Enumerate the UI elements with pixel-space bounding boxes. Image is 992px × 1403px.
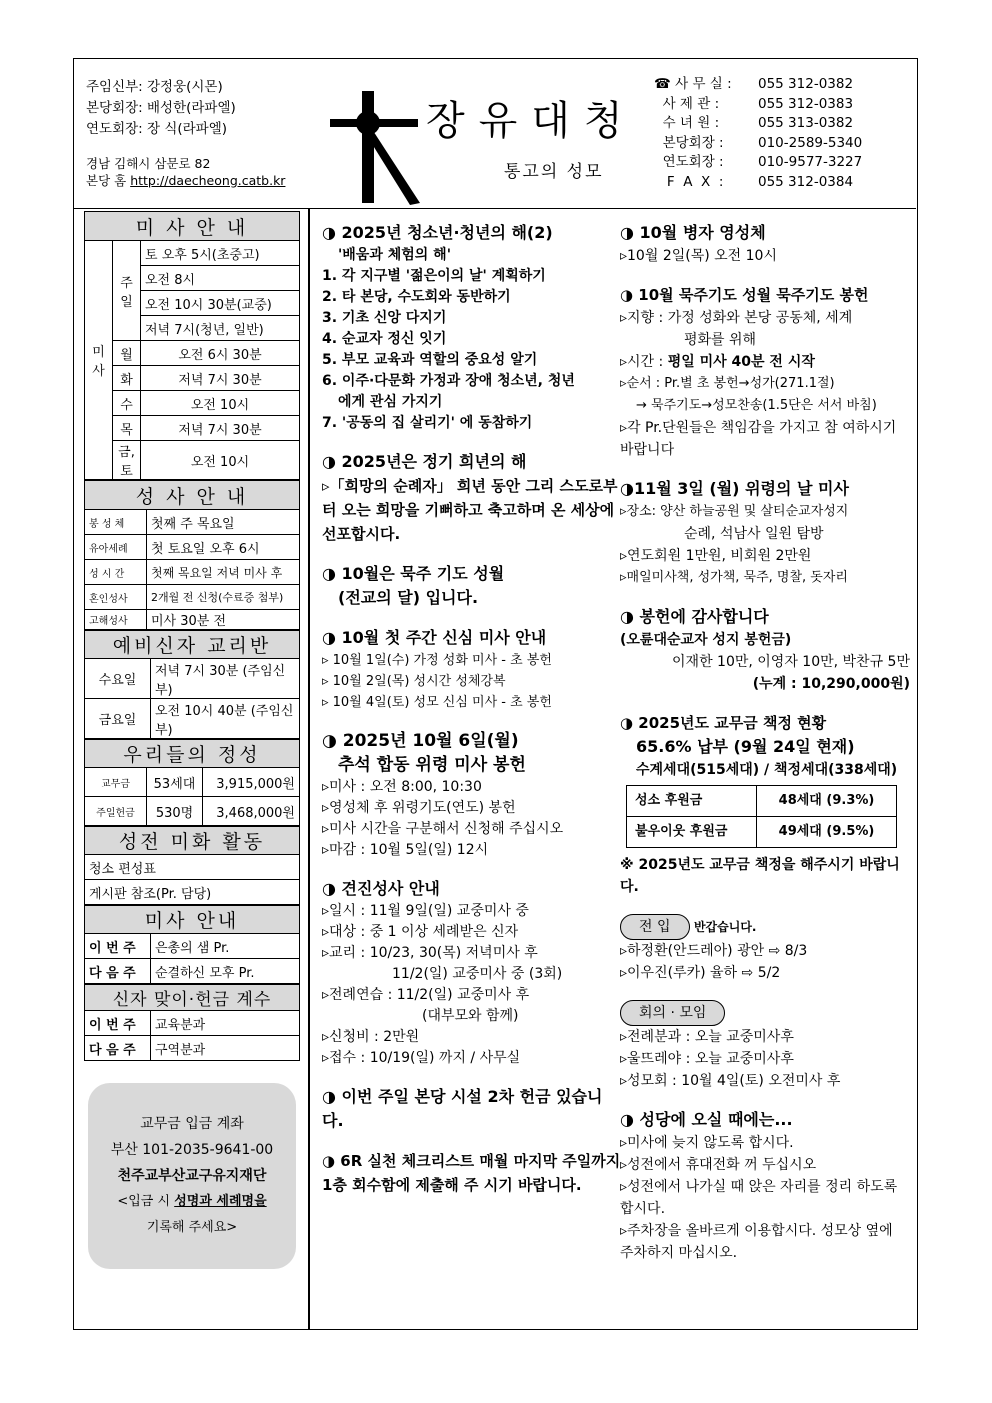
- sidebar: [84, 211, 300, 1061]
- list-item: 5. 부모 교육과 역할의 중요성 알기: [322, 352, 538, 368]
- section-title: ◑ 6R 실천 체크리스트 매월 마지막 주일까지 1층 회수함에 제출해 주 시기 바랍니다.: [322, 1152, 621, 1194]
- list-item: ▹접수 : 10/19(일) 까지 / 사무실: [322, 1050, 521, 1066]
- catechumen-table: [84, 630, 300, 739]
- list-item: ▹전례연습 : 11/2(일) 교중미사 후: [322, 987, 530, 1003]
- sacrament-label: 혼인성사: [85, 585, 147, 610]
- week-label: 이 번 주: [85, 934, 151, 959]
- decor-item: 게시판 참조(Pr. 담당): [85, 880, 300, 905]
- section-title: ◑ 10월은 묵주 기도 성월: [322, 564, 505, 583]
- rosary-time: 평일 미사 40분 전 시작: [667, 354, 815, 370]
- church-etiquette-section: [620, 1108, 910, 1264]
- homepage-label: 본당 홈: [86, 173, 131, 188]
- list-item: ▹교리 : 10/23, 30(목) 저녁미사 후: [322, 945, 538, 961]
- newcomer-table: [84, 984, 300, 1061]
- list-item: ▹미사 : 오전 8:00, 10:30: [322, 779, 482, 795]
- parish-address: [86, 155, 285, 189]
- pledge-label: 성소 후원금: [627, 786, 757, 817]
- section-text: ▹10월 2일(목) 오전 10시: [620, 248, 777, 264]
- section-title: ◑ 견진성사 안내: [322, 879, 440, 898]
- section-title: ◑ 10월 첫 주간 신심 미사 안내: [322, 628, 547, 647]
- class-time: 저녁 7시 30분 (주임신부): [151, 659, 300, 699]
- sacrament-label: 봉 성 체: [85, 510, 147, 535]
- mass-label: 미사: [85, 241, 113, 480]
- account-note-emph: 성명과 세례명을: [174, 1194, 267, 1209]
- week-value: 은총의 샘 Pr.: [151, 934, 300, 959]
- list-item-continued: 순례, 석남사 일원 탐방: [684, 526, 824, 542]
- sacrament-label: 고해성사: [85, 610, 147, 630]
- account-title: 교무금 입금 계좌: [140, 1116, 244, 1132]
- list-item: 4. 순교자 정신 잇기: [322, 331, 447, 347]
- list-item-continued: 11/2(일) 교중미사 중 (3회): [392, 966, 563, 982]
- list-item-continued: (대부모와 함께): [422, 1008, 519, 1024]
- sacrament-value: 2개월 전 신청(수료증 첨부): [147, 585, 300, 610]
- weekday-label: 금, 토: [113, 441, 141, 480]
- list-item: ▹마감 : 10월 5일(일) 12시: [322, 842, 489, 858]
- decor-title: 성전 미화 활동: [85, 827, 300, 855]
- section-title: ◑ 2025년도 교무금 책정 현황: [620, 714, 827, 732]
- sacrament-table: [84, 480, 300, 630]
- contact-row: F A X : 055 312-0384: [654, 173, 854, 190]
- list-item: ▹ 10월 2일(목) 성시간 성체강복: [322, 674, 506, 689]
- meeting-section: [620, 1000, 910, 1092]
- list-item: ▹지향 : 가정 성화와 본당 공동체, 세계: [620, 310, 853, 326]
- sunday-mass: 오전 10시 30분(교중): [141, 291, 300, 316]
- list-item-continued: 평화를 위해: [684, 332, 757, 348]
- donor-names: 이재한 10만, 이영자 10만, 박찬규 5만: [672, 654, 910, 670]
- cross-logo-icon: [324, 87, 424, 207]
- offering-amount: 3,468,000원: [203, 797, 300, 826]
- sacrament-value: 미사 30분 전: [147, 610, 300, 630]
- sacrament-title: 성 사 안 내: [85, 481, 300, 510]
- list-item: ▹장소: 양산 하늘공원 및 살티순교자성지: [620, 504, 849, 519]
- list-item: ▹미사에 늦지 않도록 합시다.: [620, 1135, 794, 1151]
- list-item: ▹ 10월 1일(수) 가정 성화 미사 - 초 봉헌: [322, 653, 552, 668]
- weekday-time: 오전 10시: [141, 441, 300, 480]
- section-subtitle: (오륜대순교자 성지 봉헌금): [620, 632, 792, 648]
- list-item: 2. 타 본당, 수도회와 동반하기: [322, 289, 511, 305]
- list-item: ▹일시 : 11월 9일(일) 교중미사 중: [322, 903, 529, 919]
- sacrament-value: 첫째 목요일 저녁 미사 후: [147, 560, 300, 585]
- weekday-label: 화: [113, 366, 141, 391]
- bulletin-header: [74, 59, 916, 209]
- list-item: ▹전례분과 : 오늘 교중미사후: [620, 1029, 794, 1045]
- section-subtitle: 추석 합동 위령 미사 봉헌: [338, 755, 526, 775]
- section-title: ◑ 봉헌에 감사합니다: [620, 607, 769, 626]
- section-subtitle: (전교의 달) 입니다.: [338, 588, 479, 607]
- rosary-offering-section: [620, 283, 910, 461]
- offering-count: 530명: [147, 797, 203, 826]
- offering-label: 주일헌금: [85, 797, 147, 826]
- list-item: ▹대상 : 중 1 이상 세례받은 신자: [322, 924, 519, 940]
- weekday-time: 저녁 7시 30분: [141, 366, 300, 391]
- pledge-households: 수계세대(515세대) / 책정세대(338세대): [636, 762, 898, 778]
- youth-year-section: [322, 221, 622, 434]
- weekday-label: 수: [113, 391, 141, 416]
- meeting-badge: 회의 · 모임: [620, 1000, 725, 1026]
- list-item: ▹영성체 후 위령기도(연도) 봉헌: [322, 800, 516, 816]
- list-item: ▹ 10월 4일(토) 성모 신심 미사 - 초 봉헌: [322, 695, 552, 710]
- list-item: 1. 각 지구별 '젊은이의 날' 계획하기: [322, 268, 546, 284]
- newcomer-title: 신자 맞이·헌금 계수: [85, 985, 300, 1011]
- donation-total: (누계 : 10,290,000원): [752, 676, 910, 692]
- list-item: ▹성전에서 나가실 때 앉은 자리를 정리 하도록 합시다.: [620, 1179, 898, 1217]
- list-item: 에게 관심 가지기: [338, 394, 443, 410]
- welcome-text: 반갑습니다.: [693, 920, 757, 934]
- decor-table: [84, 826, 300, 905]
- weekday-time: 오전 10시: [141, 391, 300, 416]
- list-item: ▹성전에서 휴대전화 꺼 두십시오: [620, 1157, 817, 1173]
- bulletin-frame: [73, 58, 918, 1330]
- parish-title: 장유대청: [426, 98, 637, 144]
- sick-communion-section: [620, 221, 910, 267]
- list-item: 3. 기초 신앙 다지기: [322, 310, 447, 326]
- sacrament-label: 유아세례: [85, 535, 147, 560]
- class-day: 금요일: [85, 699, 151, 739]
- transfer-in-badge: 전 입: [620, 914, 690, 940]
- list-item: ▹순서 : Pr.별 초 봉헌→성가(271.1절): [620, 376, 835, 391]
- section-title: ◑ 2025년 10월 6일(월): [322, 731, 519, 751]
- chuseok-section: [322, 729, 622, 861]
- rosary-month-section: [322, 562, 622, 610]
- sunday-mass: 저녁 7시(청년, 일반): [141, 316, 300, 341]
- week-value: 구역분과: [151, 1036, 300, 1061]
- account-holder: 천주교부산교구유지재단: [117, 1168, 267, 1184]
- main-column-left: [322, 221, 622, 1213]
- pledge-value: 48세대 (9.3%): [757, 786, 897, 817]
- list-item: ▹신청비 : 2만원: [322, 1029, 420, 1045]
- section-title: ◑11월 3일 (월) 위령의 날 미사: [620, 479, 849, 498]
- contact-row: 수 녀 원 : 055 313-0382: [654, 115, 854, 131]
- homepage-link[interactable]: http://daecheong.catb.kr: [130, 173, 286, 188]
- contact-row: 연도회장 : 010-9577-3227: [654, 154, 863, 170]
- list-item-label: ▹시간 :: [620, 354, 668, 370]
- decor-item: 청소 편성표: [85, 855, 300, 880]
- sacrament-value: 첫째 주 목요일: [147, 510, 300, 535]
- section-title: ◑ 2025년 청소년·청년의 해(2): [322, 223, 553, 242]
- address-text: 경남 김해시 삼문로 82: [86, 156, 211, 171]
- contact-row: 본당회장 : 010-2589-5340: [654, 134, 863, 151]
- list-item: ▹주차장을 올바르게 이용합시다. 성모상 옆에 주차하지 마십시오.: [620, 1223, 893, 1261]
- staff-list: [86, 77, 236, 140]
- class-time: 오전 10시 40분 (주임신부): [151, 699, 300, 739]
- parish-chairman: 본당회장: 배성한(라파엘): [86, 100, 236, 116]
- second-collection-section: [322, 1085, 622, 1133]
- parish-subtitle: 통고의 성모: [504, 162, 604, 182]
- week-value: 교육분과: [151, 1011, 300, 1036]
- weekday-label: 목: [113, 416, 141, 441]
- offering-table: [84, 739, 300, 826]
- confirmation-section: [322, 877, 622, 1069]
- sunday-mass: 토 오후 5시(초중고): [141, 241, 300, 266]
- section-title: ◑ 성당에 오실 때에는...: [620, 1110, 793, 1129]
- contact-list: [654, 75, 862, 192]
- list-item: ▹미사 시간을 구분해서 신청해 주십시오: [322, 821, 564, 837]
- class-day: 수요일: [85, 659, 151, 699]
- pledge-value: 49세대 (9.5%): [757, 817, 897, 848]
- sunday-mass: 오전 8시: [141, 266, 300, 291]
- section-title: ◑ 이번 주일 본당 시설 2차 헌금 있습니다.: [322, 1087, 603, 1130]
- thanks-section: [620, 605, 910, 695]
- catechumen-title: 예비신자 교리반: [85, 631, 300, 659]
- section-title: ◑ 10월 묵주기도 성월 묵주기도 봉헌: [620, 286, 869, 304]
- pledge-rate: 65.6% 납부 (9월 24일 현재): [636, 737, 855, 756]
- week-value: 순결하신 모후 Pr.: [151, 959, 300, 984]
- column-divider: [308, 209, 310, 1329]
- contact-row: ☎ 사 무 실 : 055 312-0382: [654, 76, 854, 92]
- offering-label: 교무금: [85, 768, 147, 797]
- offering-count: 53세대: [147, 768, 203, 797]
- list-item: 6. 이주·다문화 가정과 장애 청소년, 청년: [322, 373, 575, 389]
- sacrament-value: 첫 토요일 오후 6시: [147, 535, 300, 560]
- account-note: <입금 시: [117, 1194, 175, 1209]
- offering-amount: 3,915,000원: [203, 768, 300, 797]
- list-item: ▹이우진(루카) 율하 ⇨ 5/2: [620, 965, 781, 981]
- sunday-label: 주일: [113, 241, 141, 341]
- list-item: ▹연도회원 1만원, 비회원 2만원: [620, 548, 812, 564]
- mass-guide-table: [84, 905, 300, 984]
- section-title: ◑ 10월 병자 영성체: [620, 223, 766, 242]
- account-number: 부산 101-2035-9641-00: [110, 1142, 274, 1158]
- weekday-time: 오전 6시 30분: [141, 341, 300, 366]
- section-subtitle: '배움과 체험의 해': [338, 247, 451, 263]
- jubilee-section: [322, 450, 622, 546]
- section-text: ▹「희망의 순례자」 희년 동안 그리 스도로부터 오는 희망을 기뻐하고 축고하며 온 세상에 선포합시다.: [322, 477, 618, 543]
- all-souls-section: [620, 477, 910, 589]
- offering-title: 우리들의 정성: [85, 740, 300, 768]
- list-item: ▹하정환(안드레아) 광안 ⇨ 8/3: [620, 943, 808, 959]
- weekday-time: 저녁 7시 30분: [141, 416, 300, 441]
- pastor: 주임신부: 강정웅(시몬): [86, 79, 223, 95]
- account-note: 기록해 주세요>: [146, 1220, 238, 1235]
- list-item: ▹각 Pr.단원들은 책임감을 가지고 참 여하시기 바랍니다: [620, 420, 897, 458]
- mass-guide-title: 미사 안내: [85, 906, 300, 934]
- transfer-in-section: [620, 914, 910, 984]
- mass-schedule-table: [84, 211, 300, 480]
- weekday-label: 월: [113, 341, 141, 366]
- week-label: 다 음 주: [85, 1036, 151, 1061]
- yeondo-chairman: 연도회장: 장 식(라파엘): [86, 121, 228, 137]
- pledge-section: [620, 711, 910, 898]
- mass-schedule-title: 미 사 안 내: [85, 212, 300, 241]
- week-label: 이 번 주: [85, 1011, 151, 1036]
- first-week-section: [322, 626, 622, 713]
- pledge-table: [626, 785, 897, 848]
- list-item: 7. '공동의 집 살리기' 에 동참하기: [322, 415, 533, 431]
- bank-account-box: [88, 1083, 296, 1269]
- sacrament-label: 성 시 간: [85, 560, 147, 585]
- list-item: ▹매일미사책, 성가책, 묵주, 명찰, 돗자리: [620, 570, 848, 585]
- section-title: ◑ 2025년은 정기 희년의 해: [322, 452, 527, 471]
- week-label: 다 음 주: [85, 959, 151, 984]
- list-item: ▹성모회 : 10월 4일(토) 오전미사 후: [620, 1073, 841, 1089]
- pledge-note: ※ 2025년도 교무금 책정을 해주시기 바랍니다.: [620, 857, 900, 895]
- checklist-section: [322, 1149, 622, 1197]
- pledge-label: 불우이웃 후원금: [627, 817, 757, 848]
- list-item-continued: → 묵주기도→성모찬송(1.5단은 서서 바침): [636, 398, 877, 413]
- list-item: ▹울뜨레야 : 오늘 교중미사후: [620, 1051, 794, 1067]
- main-column-right: [620, 221, 910, 1280]
- contact-row: 사 제 관 : 055 312-0383: [654, 95, 854, 112]
